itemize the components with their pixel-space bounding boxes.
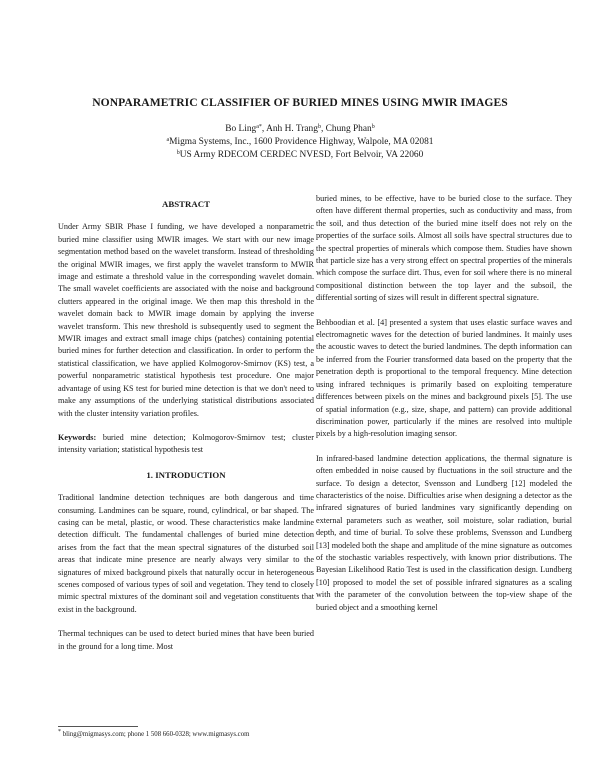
author-2-affiliation-mark: b <box>317 124 321 130</box>
keywords-text: buried mine detection; Kolmogorov-Smirnov test; cluster intensity variation; statistical hypothesis test <box>58 432 314 455</box>
footnote <box>58 731 249 738</box>
introduction-paragraph-2: Thermal techniques can be used to detect buried mines that have been buried in the ground for a long time. Most <box>58 629 314 651</box>
affiliation-b-text: US Army RDECOM CERDEC NVESD, Fort Belvoir, VA 22060 <box>179 150 424 160</box>
keywords-label: Keywords: <box>58 432 97 442</box>
affiliation-a-text: Migma Systems, Inc., 1600 Providence Highway, Walpole, MA 02081 <box>169 137 434 147</box>
author-block <box>40 123 560 162</box>
introduction-heading: 1. INTRODUCTION <box>146 469 226 480</box>
footnote-mark: * <box>58 729 61 735</box>
affiliation-a <box>40 136 560 149</box>
right-paragraph-2: Behboodian et al. [4] presented a system that uses elastic surface waves and electromagnetic waves for the detection of buried landmines. It mainly uses the acoustic waves to detect the buried landmines. The depth information can be inferred from the Fourier transformed data based on the property that the penetration depth is proportional to the temporal frequency. Mine detection using infrared techniques is primarily based on exploiting temperature differences between pixels on the mines and background pixels [5]. The use of spatial information (e.g., size, shape, and pattern) can provide additional discrimination power, particularly if the mines are resolved into multiple pixels by a high-resolution imaging sensor. <box>316 317 572 439</box>
author-names <box>40 123 560 136</box>
abstract-heading: ABSTRACT <box>162 199 210 209</box>
left-column <box>58 198 314 665</box>
affiliation-a-mark: a <box>166 137 170 143</box>
introduction-paragraph-1: Traditional landmine detection techniques are both dangerous and time consuming. Landmines can be square, round, cylindrical, or bar shaped. The casing can be metal, plastic, or wood. These characteristics make landmine detection difficult. The fundamental challenges of buried mine detection arises from the fact that the mean spectral signatures of the disturbed soil areas that indicate mine presence are nearly always very similar to the signatures of mixed background pixels that naturally occur in heterogeneous scenes composed of various types of soil and vegetation. They tend to closely mimic spectral mixtures of the dominant soil and vegetation constituents that exist in the background. <box>58 493 314 614</box>
affiliation-b <box>40 149 560 162</box>
paper-title: NONPARAMETRIC CLASSIFIER OF BURIED MINES USING MWIR IMAGES <box>92 96 508 109</box>
right-column <box>316 193 572 626</box>
author-3-affiliation-mark: b <box>371 124 375 130</box>
author-1: Bo Ling <box>225 124 257 134</box>
abstract-text: Under Army SBIR Phase I funding, we have developed a nonparametric buried mine classifier using MWIR images. We start with our new image segmentation method based on the wavelet transform. Instead of thresholding the original MWIR images, we first apply the wavelet transform to MWIR image and estimate a threshold value in the corresponding wavelet domain. The small wavelet coefficients are associated with the noise and background clutters appeared in the original image. We then map this threshold in the wavelet domain back to MWIR image domain by applying the inverse wavelet transform. This new threshold is subsequently used to segment the MWIR images and extract small image chips (patches) containing potential buried mines for further detection and classification. In order to perform the statistical classification, we have applied Kolmogorov-Smirnov (KS) test, a powerful nonparametric statistical hypothesis test procedure. One major advantage of using KS test for buried mine detection is that we don't need to make any assumptions of the underlying statistical distributions associated with the cluster intensity variation profiles. <box>58 222 314 418</box>
author-2: , Anh H. Trang <box>261 124 318 134</box>
footnote-divider <box>58 726 138 727</box>
author-3: , Chung Phan <box>320 124 372 134</box>
right-paragraph-1: buried mines, to be effective, have to be buried close to the surface. They often have different thermal properties, such as conductivity and mass, from the soil, and thus detection of the buried mine itself does not rely on the properties of the surface soils. Almost all soils have spectral structures due to the spectral properties of minerals which compose them. Studies have shown that particle size has a very strong effect on spectral properties of the minerals which compose the surface dirt. Thus, even for soil where there is no mineral compositional distinction between the top layer and the subsoil, the differential sorting of sizes will result in different spectral signature. <box>316 194 572 303</box>
affiliation-b-mark: b <box>176 150 180 156</box>
keywords <box>58 432 314 457</box>
footnote-text: bling@migmasys.com; phone 1 508 660-0328; www.migmasys.com <box>61 731 250 738</box>
author-1-affiliation-mark: a* <box>256 124 262 130</box>
right-paragraph-3: In infrared-based landmine detection applications, the thermal signature is often embedded in noise caused by fluctuations in the soil structure and the surface. To design a detector, Svensson and Lundberg [12] modeled the characteristics of the noise. Difficulties arise when designing a detector as the infrared signatures of buried landmines vary significantly depending on external parameters such as weather, soil moisture, solar radiation, burial depth, and time of burial. To solve these problems, Svensson and Lundberg [13] modeled both the shape and amplitude of the mine signature as outcomes of the stochastic variables respectively, with known prior distributions. The Bayesian Likelihood Ratio Test is used in the classification design. Lundberg [10] proposed to model the set of possible infrared signatures as a scaling with the parameter of the convolution between the top-view shape of the buried object and a smoothing kernel <box>316 453 572 612</box>
